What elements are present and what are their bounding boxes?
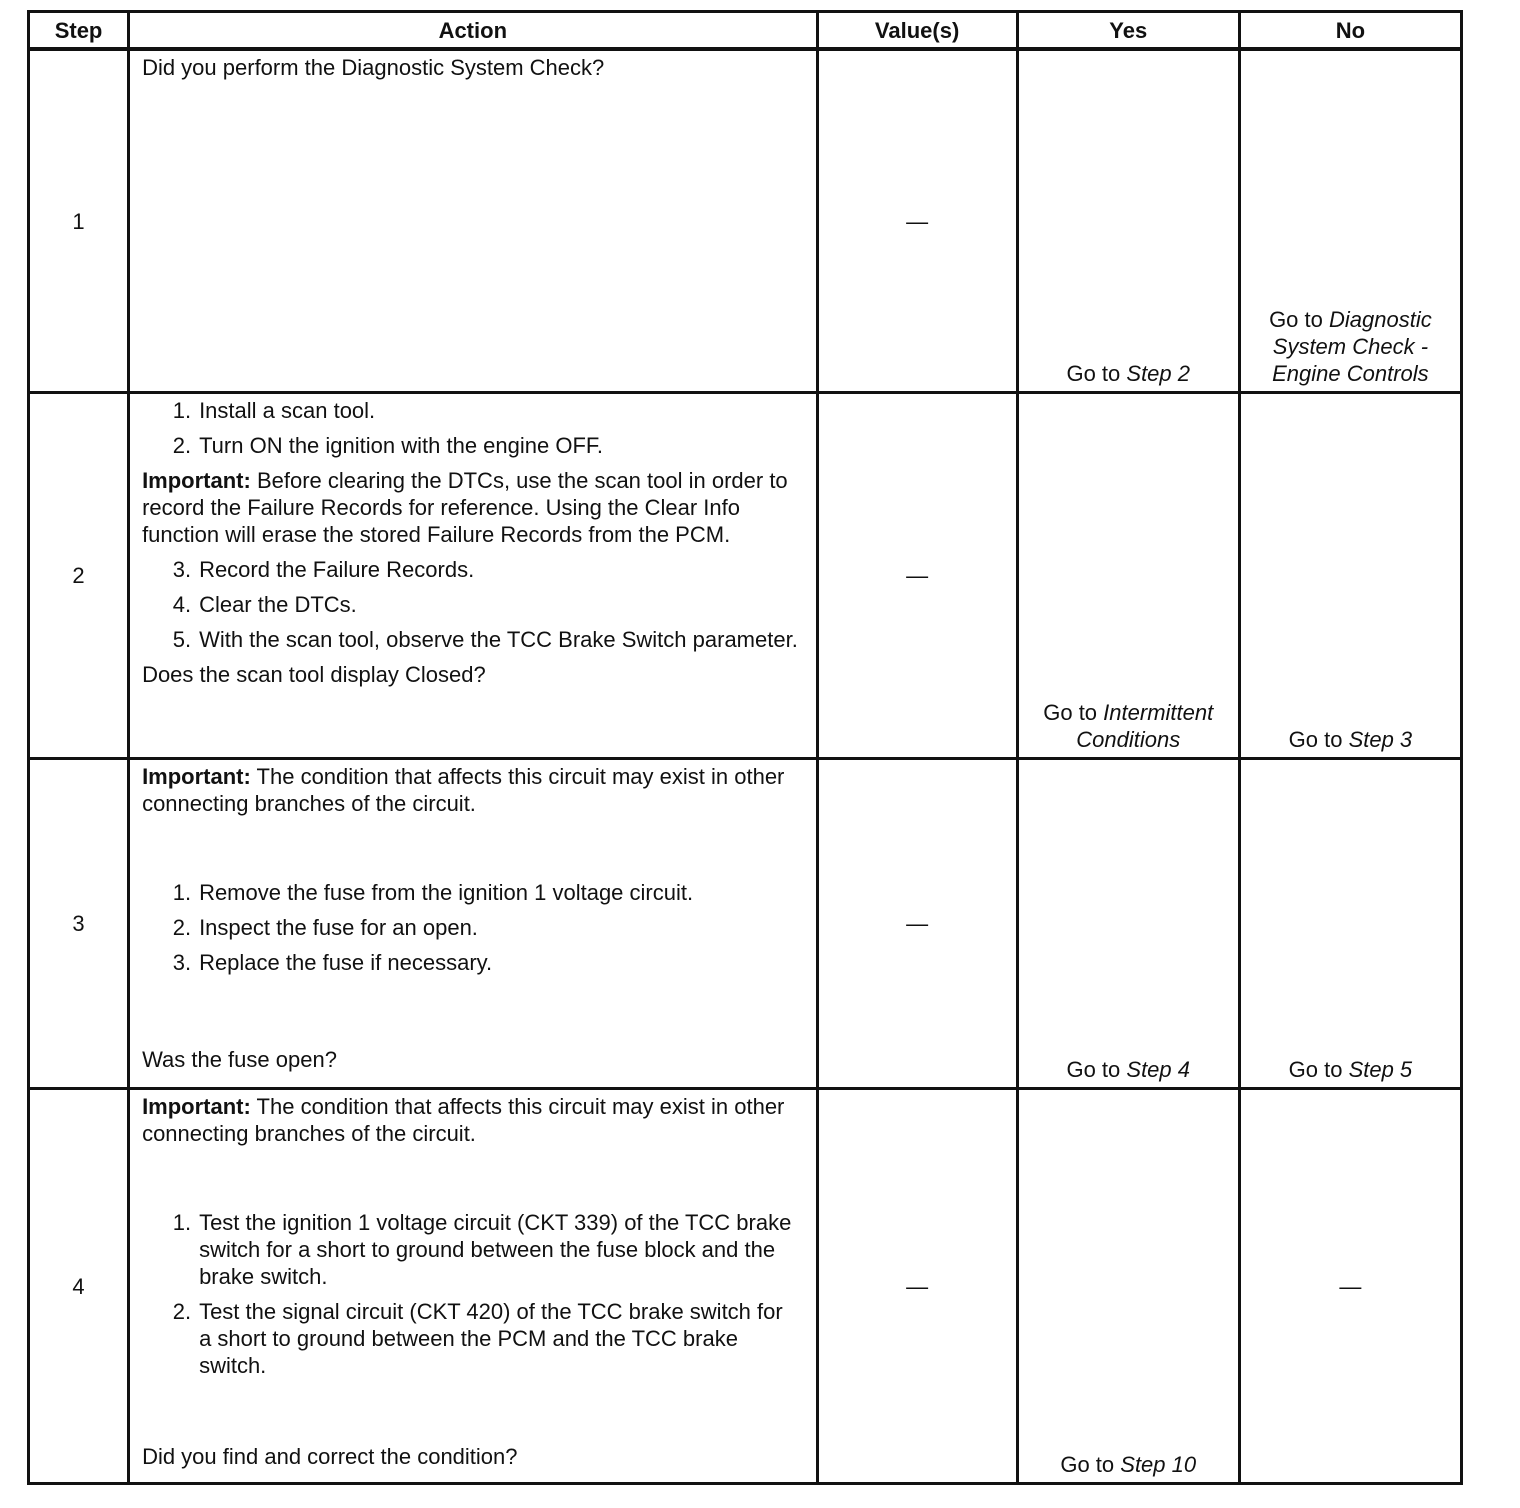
list-number: 2. xyxy=(172,1299,192,1324)
important-note xyxy=(142,467,799,548)
yes-cell xyxy=(1017,49,1239,393)
list-number: 1. xyxy=(172,398,192,423)
list-text: Inspect the fuse for an open. xyxy=(199,915,478,940)
yes-cell xyxy=(1017,393,1239,759)
list-item xyxy=(142,591,799,618)
value-cell xyxy=(817,393,1017,759)
header-values: Value(s) xyxy=(817,12,1017,50)
no-cell xyxy=(1239,1089,1461,1484)
list-number: 3. xyxy=(172,557,192,582)
important-text: The condition that affects this circuit may exist in other connecting branches of the circuit. xyxy=(142,1094,785,1146)
list-item xyxy=(142,556,799,583)
list-number: 2. xyxy=(172,433,192,458)
no-link[interactable]: Step 3 xyxy=(1348,727,1413,752)
yes-prefix: Go to xyxy=(1066,361,1121,386)
list-item xyxy=(142,432,799,459)
table-row xyxy=(29,49,1462,393)
header-step: Step xyxy=(29,12,129,50)
list-number: 5. xyxy=(172,627,192,652)
step-number: 4 xyxy=(29,1089,129,1484)
value-cell xyxy=(817,759,1017,1089)
header-yes: Yes xyxy=(1017,12,1239,50)
question-text: Does the scan tool display Closed? xyxy=(142,662,486,687)
no-prefix: Go to xyxy=(1269,307,1323,332)
list-item xyxy=(142,1298,799,1379)
important-note xyxy=(142,1093,799,1147)
no-cell xyxy=(1239,759,1461,1089)
question-text: Did you find and correct the condition? xyxy=(142,1444,518,1469)
table-row xyxy=(29,1089,1462,1484)
value-text: — xyxy=(906,1273,929,1299)
yes-link[interactable]: Intermittent Conditions xyxy=(1076,700,1214,752)
step-number: 2 xyxy=(29,393,129,759)
no-cell xyxy=(1239,49,1461,393)
list-number: 1. xyxy=(172,1210,192,1235)
list-text: Test the ignition 1 voltage circuit (CKT 339) of the TCC brake switch for a short to ground between the fuse block and the brake switch. xyxy=(199,1210,792,1289)
no-prefix: Go to xyxy=(1288,1057,1343,1082)
step-number: 3 xyxy=(29,759,129,1089)
yes-link[interactable]: Step 2 xyxy=(1126,361,1190,386)
action-list xyxy=(142,556,799,653)
action-list xyxy=(142,879,799,976)
list-number: 3. xyxy=(172,950,192,975)
step-number: 1 xyxy=(29,49,129,393)
list-number: 2. xyxy=(172,915,192,940)
no-link[interactable]: Step 5 xyxy=(1348,1057,1413,1082)
action-list xyxy=(142,1209,799,1379)
list-text: Test the signal circuit (CKT 420) of the TCC brake switch for a short to ground between the PCM and the TCC brake switch. xyxy=(199,1299,783,1378)
value-text: — xyxy=(906,563,929,588)
list-item xyxy=(142,397,799,424)
no-link[interactable]: Diagnostic System Check - Engine Controls xyxy=(1272,307,1432,386)
value-cell xyxy=(817,49,1017,393)
list-item xyxy=(142,879,799,906)
action-cell xyxy=(129,759,817,1089)
action-cell xyxy=(129,49,817,393)
list-text: Record the Failure Records. xyxy=(199,557,475,582)
header-row xyxy=(29,12,1462,50)
question-text: Was the fuse open? xyxy=(142,1047,337,1072)
diagnostic-table xyxy=(27,10,1463,1485)
list-text: Install a scan tool. xyxy=(199,398,376,423)
yes-link[interactable]: Step 4 xyxy=(1126,1057,1190,1082)
value-text: — xyxy=(906,911,929,936)
table-row xyxy=(29,759,1462,1089)
important-label: Important: xyxy=(142,468,251,493)
value-text: — xyxy=(906,208,929,234)
yes-cell xyxy=(1017,759,1239,1089)
list-text: With the scan tool, observe the TCC Brake Switch parameter. xyxy=(199,627,798,652)
yes-prefix: Go to xyxy=(1043,700,1098,725)
yes-link[interactable]: Step 10 xyxy=(1120,1452,1197,1477)
list-number: 4. xyxy=(172,592,192,617)
action-list xyxy=(142,397,799,459)
action-cell xyxy=(129,1089,817,1484)
list-item xyxy=(142,949,799,976)
important-label: Important: xyxy=(142,764,251,789)
yes-prefix: Go to xyxy=(1060,1452,1115,1477)
value-cell xyxy=(817,1089,1017,1484)
action-text: Did you perform the Diagnostic System Check? xyxy=(142,55,605,80)
list-number: 1. xyxy=(172,880,192,905)
no-value-text: — xyxy=(1339,1273,1362,1299)
no-prefix: Go to xyxy=(1288,727,1343,752)
list-text: Clear the DTCs. xyxy=(199,592,357,617)
important-note xyxy=(142,763,799,817)
header-action: Action xyxy=(129,12,817,50)
list-item xyxy=(142,1209,799,1290)
table-row xyxy=(29,393,1462,759)
important-label: Important: xyxy=(142,1094,251,1119)
list-item xyxy=(142,914,799,941)
action-cell xyxy=(129,393,817,759)
list-text: Replace the fuse if necessary. xyxy=(199,950,493,975)
list-text: Remove the fuse from the ignition 1 voltage circuit. xyxy=(199,880,694,905)
yes-prefix: Go to xyxy=(1066,1057,1121,1082)
header-no: No xyxy=(1239,12,1461,50)
list-text: Turn ON the ignition with the engine OFF. xyxy=(199,433,604,458)
list-item xyxy=(142,626,799,653)
no-cell xyxy=(1239,393,1461,759)
important-text: The condition that affects this circuit may exist in other connecting branches of the circuit. xyxy=(142,764,785,816)
important-text: Before clearing the DTCs, use the scan tool in order to record the Failure Records for reference. Using the Clear Info function will erase the stored Failure Records from the PCM. xyxy=(142,468,788,547)
yes-cell xyxy=(1017,1089,1239,1484)
